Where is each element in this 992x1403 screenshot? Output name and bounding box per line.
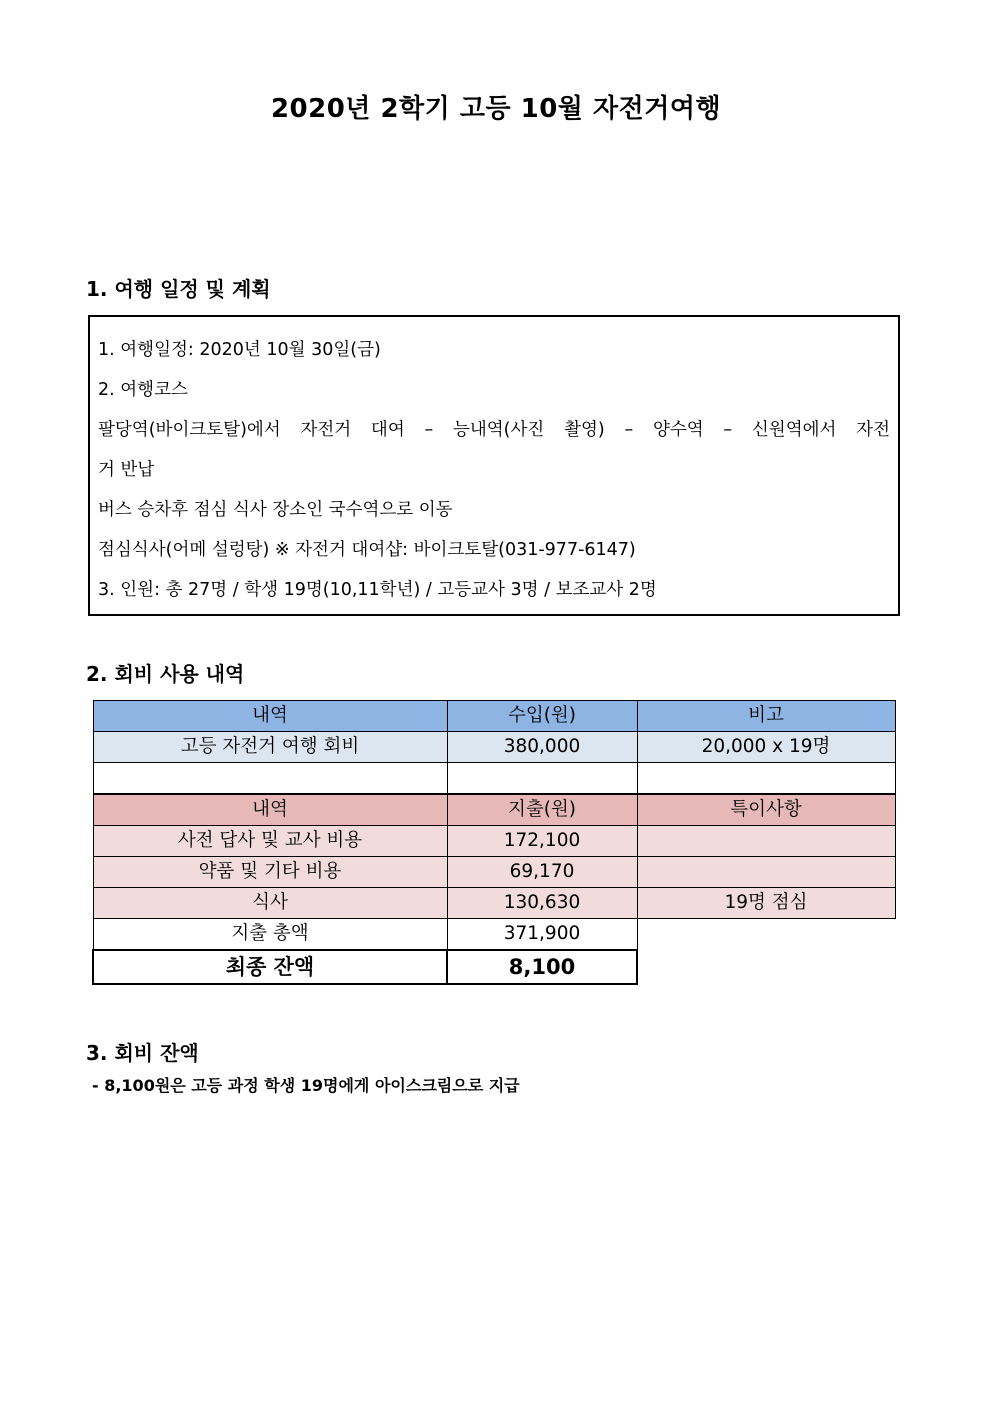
empty-cell [637, 919, 895, 951]
section-2-heading: 2. 회비 사용 내역 [86, 662, 245, 686]
final-label: 최종 잔액 [93, 950, 447, 984]
table-row [93, 857, 895, 888]
header-cell: 특이사항 [637, 794, 895, 826]
empty-cell [447, 763, 637, 795]
table-row [93, 732, 895, 763]
schedule-line: 1. 여행일정: 2020년 10월 30일(금) [98, 340, 381, 360]
table-cell [637, 857, 895, 888]
balance-note: - 8,100원은 고등 과정 학생 19명에게 아이스크림으로 지급 [92, 1076, 520, 1095]
schedule-line: 3. 인원: 총 27명 / 학생 19명(10,11학년) / 고등교사 3명 / 보조교사 2명 [98, 580, 657, 600]
empty-cell [93, 763, 447, 795]
table-cell: 20,000 x 19명 [637, 732, 895, 763]
schedule-line: 점심식사(어메 설렁탕) ※ 자전거 대여샵: 바이크토탈(031-977-6147) [98, 540, 636, 560]
empty-cell [637, 763, 895, 795]
table-cell: 19명 점심 [637, 888, 895, 919]
table-cell: 130,630 [447, 888, 637, 919]
total-row [93, 919, 895, 951]
page-title: 2020년 2학기 고등 10월 자전거여행 [270, 94, 722, 124]
schedule-line: 거 반납 [98, 460, 155, 480]
table-cell: 고등 자전거 여행 회비 [93, 732, 447, 763]
table-cell: 사전 답사 및 교사 비용 [93, 826, 447, 857]
header-cell: 수입(원) [447, 701, 637, 732]
spacer-row [93, 763, 895, 795]
income-header-row [93, 701, 895, 732]
table-cell [637, 826, 895, 857]
schedule-line: 팔당역(바이크토탈)에서 자전거 대여 – 능내역(사진 촬영) – 양수역 – 신원역에서 자전 [98, 420, 890, 440]
final-row [93, 950, 895, 984]
section-3-heading: 3. 회비 잔액 [86, 1041, 199, 1065]
total-label: 지출 총액 [93, 919, 447, 951]
header-cell: 내역 [93, 794, 447, 826]
header-cell: 지출(원) [447, 794, 637, 826]
header-cell: 비고 [637, 701, 895, 732]
schedule-line: 버스 승차후 점심 식사 장소인 국수역으로 이동 [98, 500, 453, 520]
table-cell: 172,100 [447, 826, 637, 857]
empty-cell [637, 950, 895, 984]
table-cell: 식사 [93, 888, 447, 919]
table-cell: 약품 및 기타 비용 [93, 857, 447, 888]
table-row [93, 826, 895, 857]
schedule-box [88, 315, 900, 616]
schedule-line: 2. 여행코스 [98, 380, 188, 400]
section-1-heading: 1. 여행 일정 및 계획 [86, 277, 271, 301]
expense-header-row [93, 794, 895, 826]
table-cell: 380,000 [447, 732, 637, 763]
table-cell: 69,170 [447, 857, 637, 888]
total-value: 371,900 [447, 919, 637, 951]
table-row [93, 888, 895, 919]
final-value: 8,100 [447, 950, 637, 984]
budget-table [92, 700, 896, 985]
header-cell: 내역 [93, 701, 447, 732]
